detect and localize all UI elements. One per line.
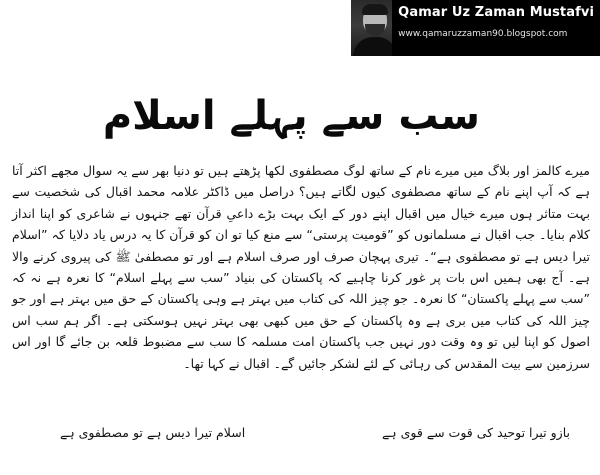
article-paragraph: میرے کالمز اور بلاگ میں میرے نام کے ساتھ لوگ مصطفوی لکھا پڑھتے ہیں تو دنیا بھر سے یہ سوال مجھے اکثر آتا ہے کہ آپ اپنے نام کے ساتھ مصطفوی کیوں لگاتے ہیں؟ دراصل میں ڈاکٹر علامہ محمد اقبال کی شخصیت سے بہت متاثر ہوں میرے خیال میں اقبال اپنے دور کے ایک بہت بڑے داعیِ قرآن تھے جنہوں نے شاعری کو اپنا انداز کلام بنایا۔ جب اقبال نے مسلمانوں کو ”قومیت پرستی“ سے منع کیا تو ان کو قرآن کا یہ درس یاد دلایا کہ ”اسلام تیرا دیس ہے تو مصطفوی ہے“۔ تیری پہچان صرف اور صرف اسلام ہے اور تو مصطفیٰ ﷺ کی پیروی کرنے والا ہے۔ آج بھی ہمیں اس بات پر غور کرنا چاہیے کہ پاکستان کی بنیاد ”سب سے پہلے اسلام“ کا نعرہ ہے نہ کہ ”سب سے پہلے پاکستان“ کا نعرہ۔ جو چیز اللہ کی کتاب میں بہتر ہے وہی پاکستان کے حق میں بہتر ہے اور جو چیز اللہ کی کتاب میں بری ہے وہ پاکستان کے حق میں کبھی بھی بہتر نہیں ہوسکتی ہے۔ اگر ہم سب اس اصول کو اپنا لیں تو وہ وقت دور نہیں جب پاکستان امت مسلمہ کا سب سے مضبوط قلعہ بن جائے گا اور اس سرزمین سے بیت المقدس کی رہائی کے لئے لشکر جائیں گے۔ اقبال نے کہا تھا۔ [12,163,590,371]
article-body [12,160,590,374]
banner-text [392,0,600,56]
blog-url: www.qamaruzzaman90.blogspot.com [398,29,568,39]
poetry-couplet [60,425,570,440]
author-avatar [351,0,392,56]
author-name: Qamar Uz Zaman Mustafvi [398,5,594,20]
couplet-line-1: بازو تیرا توحید کی قوت سے قوی ہے [381,425,570,440]
article-title: سب سے پہلے اسلام [102,93,480,139]
couplet-line-2: اسلام تیرا دیس ہے تو مصطفوی ہے [60,425,246,440]
author-banner [351,0,600,56]
